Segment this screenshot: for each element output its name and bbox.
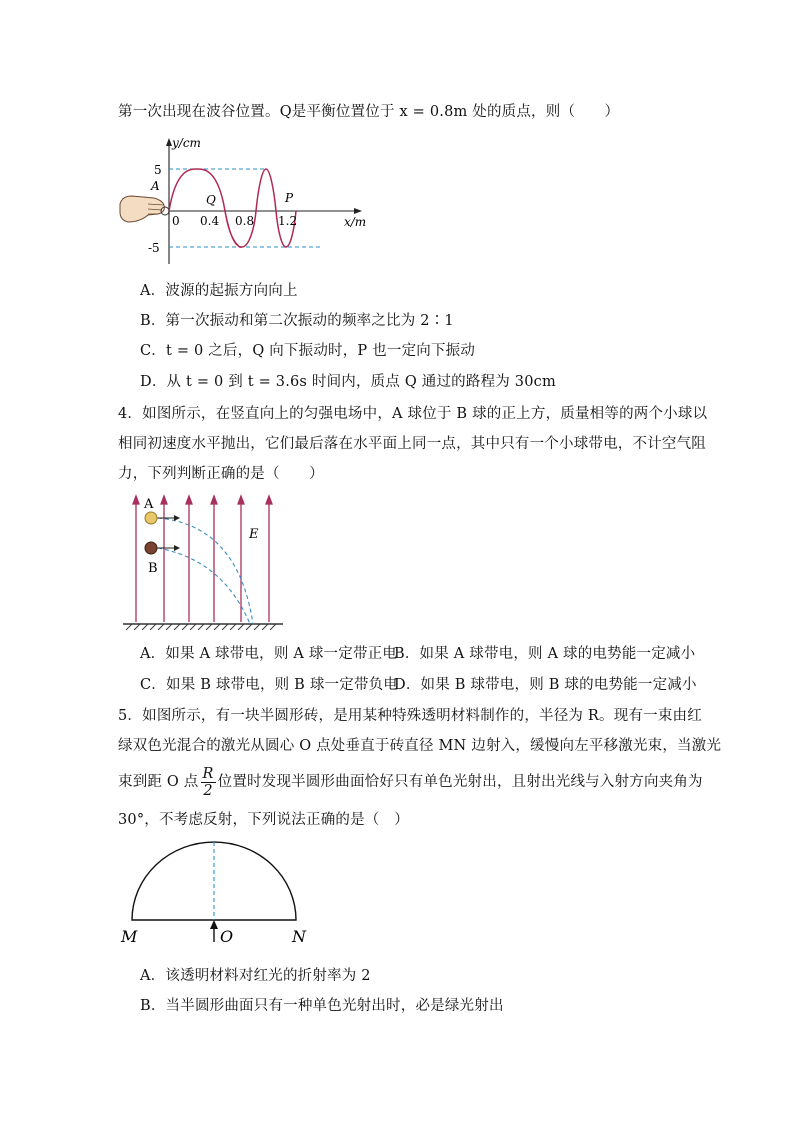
q4-stem-line-3: 力，下列判断正确的是（ ） xyxy=(118,466,324,482)
fraction-denominator: 2 xyxy=(203,782,213,799)
x-tick-3: 1.2 xyxy=(278,214,298,228)
x-axis-label: x/m xyxy=(344,215,367,229)
hand-icon xyxy=(120,196,169,222)
label-N: N xyxy=(292,927,306,946)
q5-option-a: A．该透明材料对红光的折射率为 2 xyxy=(140,968,371,984)
wave-figure xyxy=(118,132,378,267)
q3-option-c: C．t = 0 之后，Q 向下振动时，P 也一定向下振动 xyxy=(140,343,476,359)
trajectory-b xyxy=(158,548,250,624)
semicircle-figure xyxy=(118,838,318,946)
q5-option-b: B．当半圆形曲面只有一种单色光射出时，必是绿光射出 xyxy=(140,998,504,1014)
q4-option-b: B．如果 A 球带电，则 A 球的电势能一定减小 xyxy=(394,646,696,662)
x-tick-0: 0 xyxy=(172,214,180,228)
label-Q: Q xyxy=(206,193,216,207)
q4-option-d: D．如果 B 球带电，则 B 球的电势能一定减小 xyxy=(394,677,697,693)
q3-option-d: D．从 t = 0 到 t = 3.6s 时间内，质点 Q 通过的路程为 30cm xyxy=(140,374,556,390)
incident-arrow-icon xyxy=(210,920,218,929)
label-A: A xyxy=(151,179,160,193)
q5-stem-line-1: 5．如图所示，有一块半圆形砖，是用某种特殊透明材料制作的，半径为 R。现有一束由红 xyxy=(118,708,702,724)
y-tick-top: 5 xyxy=(154,163,162,177)
x-tick-2: 0.8 xyxy=(235,214,255,228)
label-P: P xyxy=(285,191,294,205)
x-tick-1: 0.4 xyxy=(200,214,220,228)
label-ball-b: B xyxy=(148,561,158,576)
q5-stem-line-2: 绿双色光混合的激光从圆心 O 点处垂直于砖直径 MN 边射入，缓慢向左平移激光束，当激光 xyxy=(118,738,722,754)
y-axis-label: y/cm xyxy=(172,136,201,150)
q3-option-a: A．波源的起振方向向上 xyxy=(140,283,298,299)
label-field-e: E xyxy=(249,527,259,542)
fraction-r-over-2 xyxy=(201,766,216,799)
q5-stem-line-4: 30°，不考虑反射，下列说法正确的是（ ） xyxy=(118,812,409,828)
q4-stem-line-2: 相同初速度水平抛出，它们最后落在水平面上同一点，其中只有一个小球带电，不计空气阻 xyxy=(118,436,706,452)
y-tick-bottom: -5 xyxy=(148,241,160,255)
wave-curve xyxy=(169,169,296,247)
q5-stem-line-3-post: 位置时发现半圆形曲面恰好只有单色光射出，且射出光线与入射方向夹角为 xyxy=(217,774,703,790)
ball-b xyxy=(145,542,157,554)
ball-a xyxy=(145,512,157,524)
q5-stem-line-3 xyxy=(118,764,703,800)
label-ball-a: A xyxy=(144,497,154,512)
label-O: O xyxy=(220,927,234,946)
trajectory-a xyxy=(158,518,253,624)
label-M: M xyxy=(121,927,138,946)
q3-option-b: B．第一次振动和第二次振动的频率之比为 2∶1 xyxy=(140,313,454,329)
q5-stem-line-3-pre: 束到距 O 点 xyxy=(118,774,199,790)
q4-stem-line-1: 4．如图所示，在竖直向上的匀强电场中，A 球位于 B 球的正上方，质量相等的两个小球以 xyxy=(118,406,708,422)
electric-field-figure xyxy=(118,490,288,635)
fraction-numerator: R xyxy=(202,765,214,782)
q3-stem-tail: 第一次出现在波谷位置。Q是平衡位置位于 x = 0.8m 处的质点，则（ ） xyxy=(118,104,620,120)
q4-option-c: C．如果 B 球带电，则 B 球一定带负电 xyxy=(140,677,399,693)
q4-option-a: A．如果 A 球带电，则 A 球一定带正电 xyxy=(140,646,398,662)
